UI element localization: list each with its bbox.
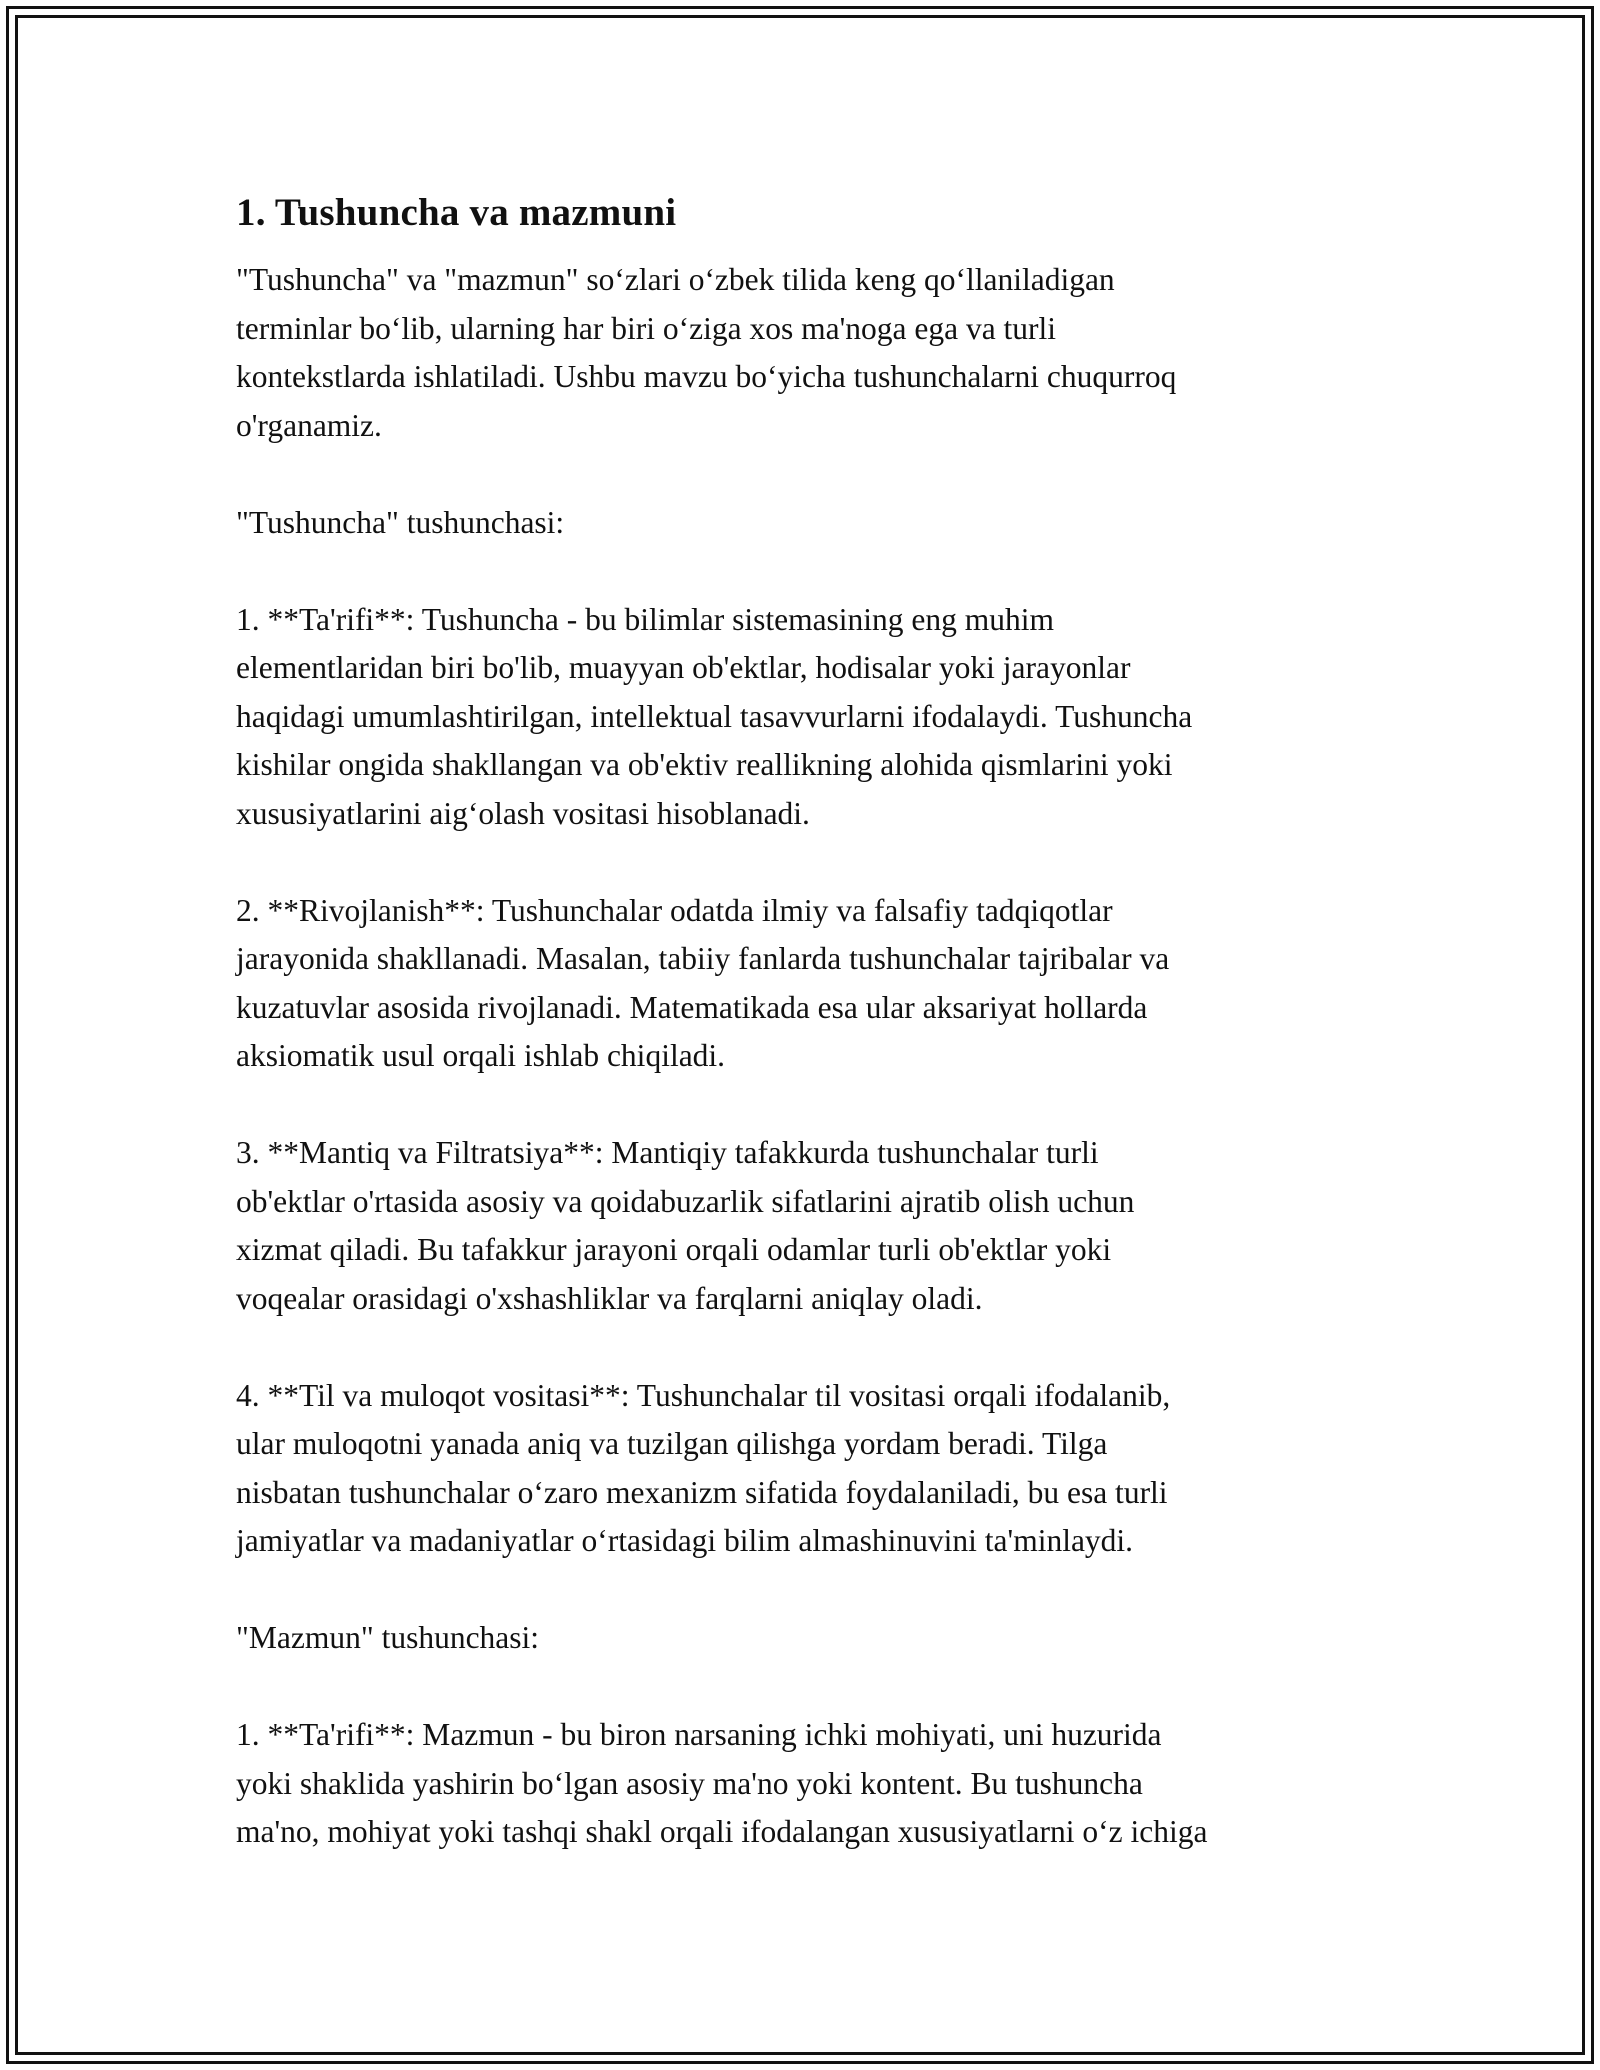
text-line: kontekstlarda ishlatiladi. Ushbu mavzu bo‘yicha tushunchalarni chuqurroq xyxy=(236,359,1177,394)
text-line: 4. **Til va muloqot vositasi**: Tushunchalar til vositasi orqali ifodalanib, xyxy=(236,1377,1171,1413)
list-item-mantiq xyxy=(236,1129,1376,1323)
text-line: nisbatan tushunchalar o‘zaro mexanizm sifatida foydalaniladi, bu esa turli xyxy=(236,1474,1168,1510)
intro-paragraph xyxy=(236,256,1376,450)
subsection-label-mazmun xyxy=(236,1614,1376,1663)
text-line: ma'no, mohiyat yoki tashqi shakl orqali ifodalangan xususiyatlarni o‘z ichiga xyxy=(236,1814,1208,1849)
list-item-rivojlanish xyxy=(236,887,1376,1081)
list-item-tarifi xyxy=(236,596,1376,839)
text-line: elementlaridan biri bo'lib, muayyan ob'ektlar, hodisalar yoki jarayonlar xyxy=(236,650,1131,685)
text-line: 1. **Ta'rifi**: Mazmun - bu biron narsaning ichki mohiyati, uni huzurida xyxy=(236,1717,1162,1752)
text-line: "Tushuncha" va "mazmun" so‘zlari o‘zbek tilida keng qo‘llaniladigan xyxy=(236,262,1115,297)
text-line: ular muloqotni yanada aniq va tuzilgan qilishga yordam beradi. Tilga xyxy=(236,1426,1108,1461)
text-line: kuzatuvlar asosida rivojlanadi. Matematikada esa ular aksariyat hollarda xyxy=(236,989,1148,1025)
text-line: o'rganamiz. xyxy=(236,407,382,443)
text-line: "Mazmun" tushunchasi: xyxy=(236,1620,540,1655)
text-line: voqealar orasidagi o'xshashliklar va farqlarni aniqlay oladi. xyxy=(236,1280,983,1316)
text-line: "Tushuncha" tushunchasi: xyxy=(236,504,565,540)
text-line: kishilar ongida shakllangan va ob'ektiv reallikning alohida qismlarini yoki xyxy=(236,747,1173,782)
text-line: jamiyatlar va madaniyatlar o‘rtasidagi bilim almashinuvini ta'minlaydi. xyxy=(236,1523,1134,1558)
text-line: xizmat qiladi. Bu tafakkur jarayoni orqali odamlar turli ob'ektlar yoki xyxy=(236,1232,1112,1267)
text-line: 3. **Mantiq va Filtratsiya**: Mantiqiy tafakkurda tushunchalar turli xyxy=(236,1135,1099,1170)
text-line: haqidagi umumlashtirilgan, intellektual tasavvurlarni ifodalaydi. Tushuncha xyxy=(236,698,1193,734)
text-line: aksiomatik usul orqali ishlab chiqiladi. xyxy=(236,1038,726,1073)
text-line: 2. **Rivojlanish**: Tushunchalar odatda ilmiy va falsafiy tadqiqotlar xyxy=(236,892,1113,928)
text-line: terminlar bo‘lib, ularning har biri o‘ziga xos ma'noga ega va turli xyxy=(236,310,1057,346)
document-body xyxy=(236,186,1376,1905)
text-line: xususiyatlarini aig‘olash vositasi hisoblanadi. xyxy=(236,795,810,831)
text-line: ob'ektlar o'rtasida asosiy va qoidabuzarlik sifatlarini ajratib olish uchun xyxy=(236,1183,1135,1219)
list-item-til xyxy=(236,1372,1376,1566)
section-heading: 1. Tushuncha va mazmuni xyxy=(236,191,677,234)
text-line: 1. **Ta'rifi**: Tushuncha - bu bilimlar sistemasining eng muhim xyxy=(236,601,1055,637)
text-line: yoki shaklida yashirin bo‘lgan asosiy ma'no yoki kontent. Bu tushuncha xyxy=(236,1765,1143,1801)
list-item-mazmun-tarifi xyxy=(236,1711,1376,1857)
text-line: jarayonida shakllanadi. Masalan, tabiiy fanlarda tushunchalar tajribalar va xyxy=(236,941,1170,976)
subsection-label-tushuncha xyxy=(236,499,1376,548)
